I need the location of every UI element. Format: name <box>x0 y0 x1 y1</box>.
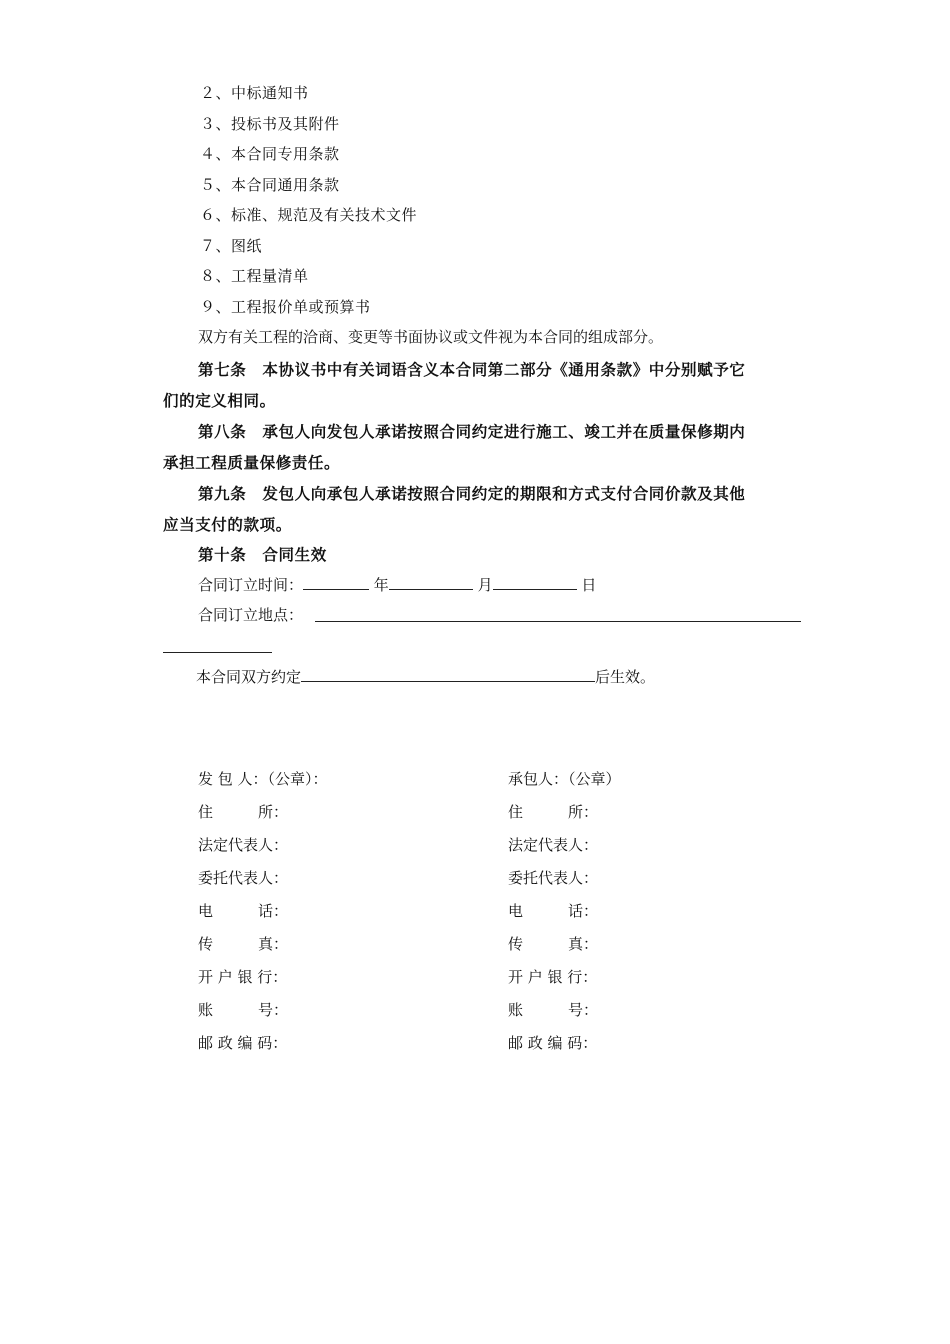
employer-title: 发 包 人：（公章）： <box>198 770 328 788</box>
month-blank[interactable] <box>389 575 473 590</box>
article8-line2: 承担工程质量保修责任。 <box>163 454 341 472</box>
list-item: ９、工程报价单或预算书 <box>200 298 371 316</box>
contractor-bank: 开 户 银 行： <box>508 968 598 986</box>
day-label: 日 <box>581 576 597 594</box>
year-label: 年 <box>373 576 389 594</box>
article9-line2: 应当支付的款项。 <box>163 516 292 534</box>
month-label: 月 <box>477 576 493 594</box>
effect-suffix: 后生效。 <box>595 668 656 686</box>
list-item: ５、本合同通用条款 <box>200 176 340 194</box>
contractor-title: 承包人：（公章） <box>508 770 621 788</box>
employer-bank: 开 户 银 行： <box>198 968 288 986</box>
contractor-legal-rep: 法定代表人： <box>508 836 599 854</box>
contractor-agent: 委托代表人： <box>508 869 599 887</box>
contractor-fax: 传 真： <box>508 935 599 953</box>
article7-line2: 们的定义相同。 <box>163 392 276 410</box>
list-item: ２、中标通知书 <box>200 84 309 102</box>
day-blank[interactable] <box>493 575 577 590</box>
contractor-address: 住 所： <box>508 803 599 821</box>
contractor-phone: 电 话： <box>508 902 599 920</box>
article10-title: 第十条 合同生效 <box>198 546 327 564</box>
employer-fax: 传 真： <box>198 935 289 953</box>
composition-note: 双方有关工程的洽商、变更等书面协议或文件视为本合同的组成部分。 <box>198 328 664 346</box>
employer-postcode: 邮 政 编 码： <box>198 1034 288 1052</box>
list-item: ３、投标书及其附件 <box>200 115 340 133</box>
contract-place-label: 合同订立地点： <box>198 606 304 624</box>
employer-address: 住 所： <box>198 803 289 821</box>
effect-clause <box>196 666 655 687</box>
list-item: ６、标准、规范及有关技术文件 <box>200 206 418 224</box>
contractor-postcode: 邮 政 编 码： <box>508 1034 598 1052</box>
contract-place-blank[interactable] <box>315 621 801 622</box>
contractor-account: 账 号： <box>508 1001 599 1019</box>
list-item: ７、图纸 <box>200 237 263 255</box>
article9-line1: 第九条 发包人向承包人承诺按照合同约定的期限和方式支付合同价款及其他 <box>198 485 746 503</box>
employer-account: 账 号： <box>198 1001 289 1019</box>
effect-condition-blank[interactable] <box>301 667 595 682</box>
list-item: ８、工程量清单 <box>200 267 309 285</box>
employer-legal-rep: 法定代表人： <box>198 836 289 854</box>
employer-phone: 电 话： <box>198 902 289 920</box>
article8-line1: 第八条 承包人向发包人承诺按照合同约定进行施工、竣工并在质量保修期内 <box>198 423 746 441</box>
article7-line1: 第七条 本协议书中有关词语含义本合同第二部分《通用条款》中分别赋予它 <box>198 361 746 379</box>
year-blank[interactable] <box>303 575 369 590</box>
contract-place-blank-continued[interactable] <box>163 652 272 653</box>
list-item: ４、本合同专用条款 <box>200 145 340 163</box>
effect-prefix: 本合同双方约定 <box>196 668 302 686</box>
contract-time-row <box>198 574 596 595</box>
contract-time-label: 合同订立时间： <box>198 576 304 594</box>
employer-agent: 委托代表人： <box>198 869 289 887</box>
